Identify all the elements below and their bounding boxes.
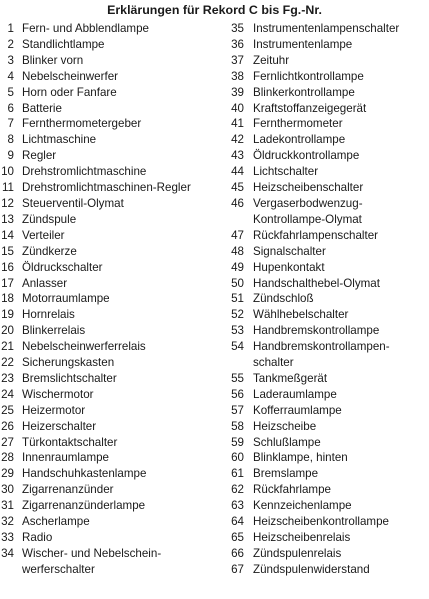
legend-item: [0, 403, 218, 419]
legend-item: [221, 466, 429, 482]
item-number: 58: [231, 419, 244, 433]
item-description: [22, 530, 52, 546]
item-number: 33: [1, 531, 14, 544]
page-title: Erklärungen für Rekord C bis Fg.-Nr.: [107, 3, 322, 17]
item-description: [22, 21, 149, 37]
legend-item: [221, 148, 429, 164]
item-number: 37: [231, 53, 244, 67]
item-description: [22, 276, 67, 292]
item-number: 50: [231, 276, 244, 290]
legend-item: [221, 244, 429, 260]
item-label-line: Handschalthebel-Olymat: [253, 276, 380, 290]
item-description: [253, 546, 341, 562]
item-description: [253, 69, 364, 85]
legend-item: [0, 180, 218, 196]
item-description: [253, 530, 350, 546]
legend-item: [0, 37, 218, 53]
item-description: [22, 419, 96, 435]
item-label-line: Heizscheibenrelais: [253, 531, 351, 544]
legend-item: [221, 53, 429, 69]
item-label-line: Heizermotor: [22, 403, 86, 417]
item-number: 56: [231, 387, 244, 401]
item-number: 2: [7, 37, 14, 51]
item-label-line: werferschalter: [22, 562, 95, 576]
item-description: [253, 276, 380, 292]
item-label-line: Radio: [22, 531, 53, 544]
legend-item: [0, 148, 218, 164]
legend-item: [0, 69, 218, 85]
legend-item: [221, 387, 429, 403]
item-number: 41: [231, 117, 244, 131]
legend-item: [0, 164, 218, 180]
item-number: 7: [7, 117, 14, 131]
item-number: 53: [231, 324, 244, 338]
item-label-line: Laderaumlampe: [253, 387, 337, 401]
item-label-line: Öldruckkontrollampe: [253, 149, 360, 163]
item-label-line: Instrumentenlampe: [253, 37, 353, 51]
legend-item: [0, 132, 218, 148]
item-label-line: Wischermotor: [22, 387, 94, 401]
item-description: [22, 466, 146, 482]
item-description: [253, 562, 370, 578]
item-number: 15: [1, 244, 14, 258]
item-description: [253, 435, 321, 451]
item-description: [22, 101, 62, 117]
item-label-line: Heizscheibenschalter: [253, 181, 364, 195]
item-number: 43: [231, 149, 244, 163]
item-number: 18: [1, 292, 14, 306]
legend-item: [0, 196, 218, 212]
item-label-line: Kennzeichenlampe: [253, 499, 352, 513]
item-label-line: Handbremskontrollampe: [253, 324, 380, 338]
item-description: [253, 101, 366, 117]
item-number: 26: [1, 419, 14, 433]
item-description: [253, 323, 379, 339]
legend-item: [0, 482, 218, 498]
legend-item: [221, 498, 429, 514]
item-description: [253, 180, 363, 196]
item-label-line: Zündspulenrelais: [253, 546, 342, 560]
item-number: 24: [1, 387, 14, 401]
item-label-line: Hupenkontakt: [253, 260, 325, 274]
item-number: 64: [231, 515, 244, 529]
item-description: [253, 148, 359, 164]
legend-item: [0, 466, 218, 482]
item-description: [253, 85, 355, 101]
item-description: [22, 69, 118, 85]
item-label-line: Wählhebelschalter: [253, 308, 349, 322]
legend-item: [221, 116, 429, 132]
legend-item: [221, 180, 429, 196]
item-number: 12: [1, 196, 14, 210]
item-label-line: Fern- und Abblendlampe: [22, 22, 149, 35]
item-description: [22, 339, 146, 355]
item-label-line: Blinker vorn: [22, 53, 84, 67]
legend-item: [221, 228, 429, 244]
legend-item: [221, 85, 429, 101]
item-number: 52: [231, 308, 244, 322]
item-label-line: Blinkerrelais: [22, 324, 86, 338]
item-number: 21: [1, 340, 14, 354]
legend-item: [221, 339, 429, 371]
item-label-line: Rückfahrlampe: [253, 483, 331, 497]
item-label-line: Wischer- und Nebelschein-: [22, 546, 162, 560]
item-label-line: Innenraumlampe: [22, 451, 110, 465]
item-number: 61: [231, 467, 244, 481]
item-label-line: Zündschloß: [253, 292, 314, 306]
legend-item: [0, 435, 218, 451]
item-label-line: Horn oder Fanfare: [22, 85, 117, 99]
legend-item: [0, 339, 218, 355]
legend-item: [0, 498, 218, 514]
item-number: 28: [1, 451, 14, 465]
item-label-line: Öldruckschalter: [22, 260, 103, 274]
item-number: 35: [231, 22, 244, 35]
item-description: [253, 339, 390, 371]
legend-item: [221, 37, 429, 53]
item-number: 4: [7, 69, 14, 83]
item-label-line: Zündspulenwiderstand: [253, 562, 370, 576]
item-label-line: Ascherlampe: [22, 515, 90, 529]
legend-item: [221, 482, 429, 498]
legend-item: [221, 530, 429, 546]
item-description: [253, 387, 337, 403]
legend-item: [0, 101, 218, 117]
legend-item: [0, 355, 218, 371]
item-number: 6: [7, 101, 14, 115]
item-number: 3: [7, 53, 14, 67]
item-description: [22, 498, 145, 514]
item-number: 17: [1, 276, 14, 290]
item-description: [253, 53, 289, 69]
item-number: 40: [231, 101, 244, 115]
item-label-line: Tankmeßgerät: [253, 371, 328, 385]
item-label-line: Blinkerkontrollampe: [253, 85, 355, 99]
item-label-line: Signalschalter: [253, 244, 326, 258]
item-number: 29: [1, 467, 14, 481]
item-label-line: Heizscheibenkontrollampe: [253, 515, 389, 529]
item-number: 60: [231, 451, 244, 465]
item-number: 36: [231, 37, 244, 51]
legend-item: [0, 323, 218, 339]
item-number: 62: [231, 483, 244, 497]
legend-item: [0, 276, 218, 292]
legend-item: [221, 260, 429, 276]
item-number: 5: [7, 85, 14, 99]
item-description: [22, 435, 117, 451]
item-description: [253, 260, 325, 276]
legend-item: [221, 101, 429, 117]
item-label-line: Zigarrenanzünder: [22, 483, 114, 497]
legend-item: [0, 53, 218, 69]
item-label-line: Lichtmaschine: [22, 133, 97, 147]
item-description: [22, 482, 114, 498]
legend-item: [0, 307, 218, 323]
item-number: 67: [231, 562, 244, 576]
item-label-line: Bremslichtschalter: [22, 371, 117, 385]
item-label-line: Hornrelais: [22, 308, 75, 322]
legend-item: [221, 450, 429, 466]
legend-item: [0, 260, 218, 276]
item-description: [253, 164, 318, 180]
item-label-line: Nebelscheinwerfer: [22, 69, 119, 83]
item-number: 51: [231, 292, 244, 306]
item-description: [22, 387, 94, 403]
item-number: 46: [231, 196, 244, 210]
legend-item: [221, 21, 429, 37]
legend-item: [221, 403, 429, 419]
item-description: [253, 244, 326, 260]
item-description: [22, 37, 105, 53]
item-label-line: Kofferraumlampe: [253, 403, 342, 417]
item-description: [22, 546, 161, 578]
legend-item: [221, 562, 429, 578]
item-label-line: Regler: [22, 149, 57, 163]
item-number: 8: [7, 133, 14, 147]
item-number: 27: [1, 435, 14, 449]
item-label-line: schalter: [253, 356, 294, 370]
item-description: [253, 498, 352, 514]
item-label-line: Lichtschalter: [253, 165, 319, 179]
item-number: 9: [7, 149, 14, 163]
item-description: [253, 196, 363, 228]
legend-item: [221, 435, 429, 451]
item-description: [253, 403, 342, 419]
legend-item: [0, 514, 218, 530]
item-description: [22, 228, 65, 244]
item-number: 19: [1, 308, 14, 322]
item-label-line: Kontrollampe-Olymat: [253, 212, 362, 226]
item-label-line: Verteiler: [22, 228, 65, 242]
item-description: [22, 212, 76, 228]
item-label-line: Blinklampe, hinten: [253, 451, 348, 465]
item-number: 10: [1, 165, 14, 179]
item-label-line: Drehstromlichtmaschinen-Regler: [22, 181, 191, 195]
item-number: 32: [1, 515, 14, 529]
legend-item: [0, 212, 218, 228]
legend-item: [221, 291, 429, 307]
item-description: [253, 450, 348, 466]
item-label-line: Zeituhr: [253, 53, 290, 67]
legend-item: [221, 514, 429, 530]
item-number: 59: [231, 435, 244, 449]
item-label-line: Instrumentenlampenschalter: [253, 22, 400, 35]
item-description: [22, 403, 85, 419]
item-label-line: Rückfahrlampenschalter: [253, 228, 379, 242]
item-label-line: Fernlichtkontrollampe: [253, 69, 364, 83]
item-number: 22: [1, 356, 14, 370]
item-description: [22, 148, 56, 164]
item-number: 42: [231, 133, 244, 147]
legend-column-left: [0, 21, 218, 578]
item-description: [22, 323, 85, 339]
item-number: 20: [1, 324, 14, 338]
item-label-line: Motorraumlampe: [22, 292, 110, 306]
item-label-line: Kraftstoffanzeigegerät: [253, 101, 367, 115]
item-number: 48: [231, 244, 244, 258]
item-number: 44: [231, 165, 244, 179]
item-label-line: Anlasser: [22, 276, 68, 290]
item-label-line: Fernthermometergeber: [22, 117, 142, 131]
item-description: [253, 419, 316, 435]
item-label-line: Sicherungskasten: [22, 356, 115, 370]
item-label-line: Vergaserbodwenzug-: [253, 196, 363, 210]
item-number: 13: [1, 212, 14, 226]
item-description: [22, 132, 96, 148]
legend-item: [0, 387, 218, 403]
item-description: [253, 228, 378, 244]
item-number: 14: [1, 228, 14, 242]
legend-item: [221, 323, 429, 339]
item-description: [253, 514, 389, 530]
item-description: [253, 307, 348, 323]
legend-column-right: [221, 21, 429, 578]
item-label-line: Bremslampe: [253, 467, 319, 481]
item-number: 16: [1, 260, 14, 274]
item-label-line: Drehstromlichtmaschine: [22, 165, 147, 179]
legend-item: [221, 69, 429, 85]
item-description: [22, 514, 90, 530]
item-description: [22, 164, 146, 180]
item-label-line: Nebelscheinwerferrelais: [22, 340, 146, 354]
item-description: [22, 450, 109, 466]
item-number: 45: [231, 181, 244, 195]
legend-item: [221, 196, 429, 228]
item-number: 55: [231, 371, 244, 385]
legend-item: [0, 419, 218, 435]
item-description: [22, 85, 117, 101]
legend-item: [0, 291, 218, 307]
legend-item: [221, 307, 429, 323]
item-label-line: Steuerventil-Olymat: [22, 196, 124, 210]
item-number: 31: [1, 499, 14, 513]
item-number: 34: [1, 546, 14, 560]
item-description: [253, 466, 318, 482]
item-description: [253, 116, 343, 132]
legend-item: [0, 228, 218, 244]
item-number: 47: [231, 228, 244, 242]
legend-item: [0, 530, 218, 546]
item-label-line: Standlichtlampe: [22, 37, 105, 51]
item-description: [22, 260, 103, 276]
item-number: 54: [231, 340, 244, 354]
item-label-line: Zigarrenanzünderlampe: [22, 499, 146, 513]
item-description: [22, 371, 117, 387]
item-number: 25: [1, 403, 14, 417]
legend-item: [221, 276, 429, 292]
item-number: 11: [1, 181, 14, 195]
item-label-line: Heizerschalter: [22, 419, 97, 433]
item-label-line: Ladekontrollampe: [253, 133, 346, 147]
item-number: 30: [1, 483, 14, 497]
item-description: [253, 291, 314, 307]
item-description: [22, 244, 77, 260]
item-number: 65: [231, 531, 244, 544]
legend-item: [0, 244, 218, 260]
item-description: [22, 355, 114, 371]
legend-item: [221, 371, 429, 387]
item-description: [22, 291, 110, 307]
legend-item: [0, 371, 218, 387]
item-label-line: Zündspule: [22, 212, 77, 226]
legend-item: [221, 164, 429, 180]
item-label-line: Batterie: [22, 101, 62, 115]
legend-item: [0, 21, 218, 37]
item-description: [253, 371, 327, 387]
legend-item: [221, 132, 429, 148]
item-label-line: Türkontaktschalter: [22, 435, 118, 449]
item-description: [22, 53, 83, 69]
legend-item: [221, 546, 429, 562]
item-number: 38: [231, 69, 244, 83]
item-number: 23: [1, 371, 14, 385]
item-number: 39: [231, 85, 244, 99]
legend-item: [0, 85, 218, 101]
item-number: 63: [231, 499, 244, 513]
item-label-line: Handschuhkastenlampe: [22, 467, 147, 481]
item-number: 57: [231, 403, 244, 417]
item-number: 66: [231, 546, 244, 560]
item-number: 1: [7, 22, 14, 35]
item-description: [22, 307, 75, 323]
item-description: [22, 180, 191, 196]
item-description: [22, 116, 141, 132]
legend-item: [0, 450, 218, 466]
legend-item: [0, 116, 218, 132]
item-description: [253, 132, 345, 148]
item-description: [253, 21, 399, 37]
item-description: [253, 482, 331, 498]
legend-item: [0, 546, 218, 578]
item-number: 49: [231, 260, 244, 274]
legend-item: [221, 419, 429, 435]
item-label-line: Handbremskontrollampen-: [253, 340, 390, 354]
item-label-line: Zündkerze: [22, 244, 77, 258]
item-label-line: Fernthermometer: [253, 117, 343, 131]
item-description: [22, 196, 124, 212]
item-label-line: Schlußlampe: [253, 435, 321, 449]
item-label-line: Heizscheibe: [253, 419, 317, 433]
item-description: [253, 37, 352, 53]
